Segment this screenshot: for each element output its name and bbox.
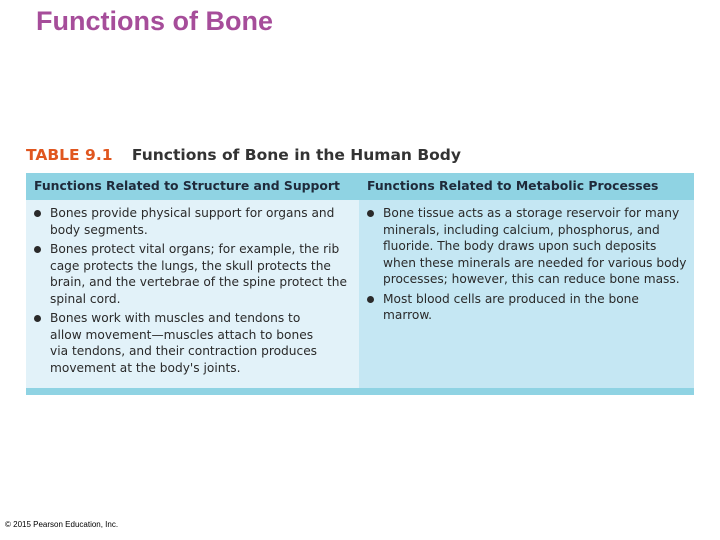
bullet-icon — [367, 210, 374, 217]
text-line: movement at the body's joints. — [50, 360, 241, 375]
text-line: brain, and the vertebrae of the spine protect the — [50, 275, 347, 289]
table-body-row — [26, 200, 694, 388]
text-line: marrow. — [383, 308, 433, 322]
list-item — [367, 291, 688, 324]
table-caption: Functions of Bone in the Human Body — [131, 146, 462, 164]
table-bottom-border — [26, 388, 694, 395]
header-metabolic-processes: Functions Related to Metabolic Processes — [367, 178, 659, 193]
copyright-notice: © 2015 Pearson Education, Inc. — [5, 520, 119, 529]
text-line: Bones work with muscles and tendons to — [50, 311, 301, 325]
list-item-text — [383, 291, 639, 324]
list-item — [34, 205, 353, 238]
bullet-icon — [34, 246, 41, 253]
text-line: Bone tissue acts as a storage reservoir for many — [383, 206, 680, 220]
text-line: Bones protect vital organs; for example, the rib — [50, 242, 340, 256]
text-line: allow movement—muscles attach to bones — [50, 327, 314, 342]
text-line: spinal cord. — [50, 291, 121, 306]
metabolic-processes-column — [359, 200, 694, 388]
slide-title: Functions of Bone — [36, 6, 273, 36]
table-header-row — [26, 173, 694, 200]
bullet-icon — [34, 315, 41, 322]
text-line: when these minerals are needed for various body — [383, 255, 687, 270]
list-item — [34, 310, 353, 376]
header-structure-support: Functions Related to Structure and Support — [34, 178, 340, 193]
list-item-text — [50, 310, 317, 376]
text-line: fluoride. The body draws upon such deposits — [383, 239, 657, 253]
table-heading — [26, 146, 694, 164]
text-line: Most blood cells are produced in the bone — [383, 291, 639, 306]
list-item-text — [50, 205, 334, 238]
text-line: cage protects the lungs, the skull protects the — [50, 258, 331, 273]
list-item-text — [50, 241, 347, 307]
list-item — [367, 205, 688, 288]
bullet-icon — [34, 210, 41, 217]
bone-functions-table — [26, 173, 694, 395]
list-item — [34, 241, 353, 307]
bullet-icon — [367, 296, 374, 303]
text-line: body segments. — [50, 222, 148, 237]
table-number: TABLE 9.1 — [26, 146, 113, 164]
list-item-text — [383, 205, 687, 288]
text-line: Bones provide physical support for organs and — [50, 206, 335, 220]
text-line: minerals, including calcium, phosphorus, and — [383, 222, 660, 237]
text-line: processes; however, this can reduce bone mass. — [383, 272, 680, 286]
text-line: via tendons, and their contraction produces — [50, 344, 318, 358]
structure-support-column — [26, 200, 359, 388]
